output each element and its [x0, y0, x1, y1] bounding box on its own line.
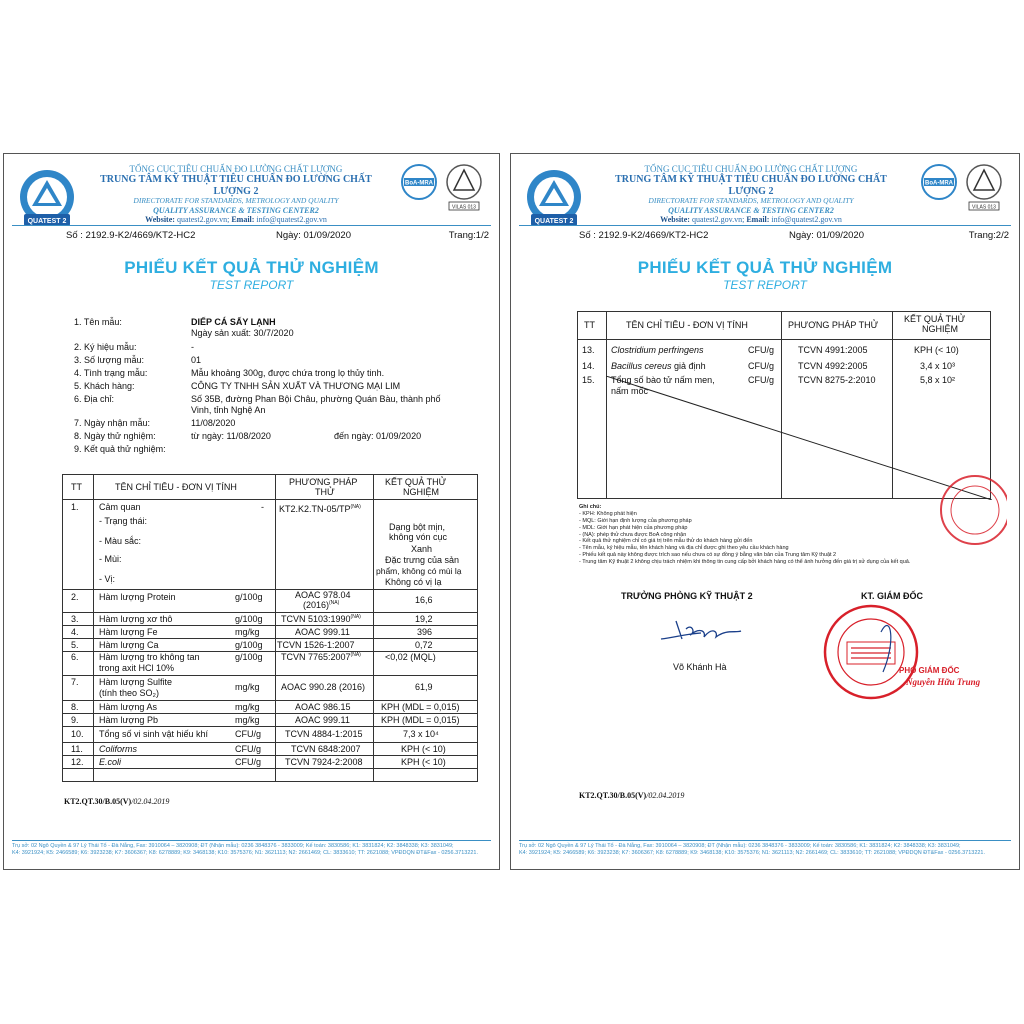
cell-result: 16,6 — [415, 595, 433, 605]
cell-name: Tổng số vi sinh vật hiếu khí — [99, 729, 209, 739]
cell-name: Hàm lượng Pb — [99, 715, 158, 725]
accreditation-badge-icon — [399, 160, 489, 215]
company-seal-icon — [821, 602, 921, 702]
cell-method: TCVN $7765:2007^{(NA)}$ — [281, 652, 361, 662]
cell-result: 5,8 x 10² — [920, 375, 956, 385]
header-block — [601, 164, 901, 224]
cell-result: KPH (< 10) — [914, 345, 959, 355]
cell-name: nấm mốc — [611, 386, 649, 396]
sample-info — [74, 318, 494, 478]
cell-method: AOAC 978.04 — [295, 590, 351, 600]
cell-name: Coliforms — [99, 744, 138, 754]
cell-tt: 11. — [71, 744, 83, 754]
cell-name: Bacillus cereus giả định — [611, 361, 706, 371]
signature-left-icon — [656, 609, 746, 649]
partial-stamp-icon — [931, 472, 1007, 548]
cell-tt: 10. — [71, 729, 84, 739]
cell-name: - Màu sắc: — [99, 536, 142, 546]
test-date-to: đến ngày: 01/09/2020 — [334, 431, 422, 441]
cell-unit: g/100g — [235, 614, 263, 624]
header-result-1: KẾT QUẢ THỬ — [904, 314, 966, 324]
cell-tt: 12. — [71, 757, 84, 767]
header-line-1: TỔNG CỤC TIÊU CHUẨN ĐO LƯỜNG CHẤT LƯỢNG — [644, 164, 858, 174]
cell-name: E.coli — [99, 757, 122, 767]
header-line-4: QUALITY ASSURANCE & TESTING CENTER2 — [668, 205, 834, 215]
cell-unit: g/100g — [235, 640, 263, 650]
report-number: Số : 2192.9-K2/4669/KT2-HC2 — [579, 230, 709, 241]
header-divider — [519, 225, 1011, 226]
quatest-logo-icon — [523, 168, 585, 230]
cell-tt: 6. — [71, 652, 79, 662]
accreditation-badge-icon — [919, 160, 1009, 215]
cell-tt: 3. — [71, 614, 79, 624]
cell-unit: mg/kg — [235, 715, 260, 725]
form-code: KT2.QT.30/B.05(V)/02.04.2019 — [64, 797, 170, 806]
label-received-date: 7. Ngày nhận mẫu: — [74, 418, 151, 428]
report-page-2 — [510, 153, 1020, 870]
cell-result: phẩm, không có mùi lạ — [376, 566, 462, 576]
cell-result: Dạng bột mịn, — [389, 522, 446, 532]
svg-text:VILAS 013: VILAS 013 — [972, 204, 996, 211]
page-footer — [12, 840, 491, 857]
cell-tt: 15. — [582, 375, 595, 385]
note-item: - MQL: Giới hạn định lượng của phương pháp — [579, 517, 692, 524]
report-date: Ngày: 01/09/2020 — [276, 230, 352, 241]
cell-name: Hàm lượng xơ thô — [99, 614, 173, 624]
label-condition: 4. Tình trạng mẫu: — [74, 368, 148, 378]
cell-name: Hàm lượng As — [99, 702, 157, 712]
report-title: PHIẾU KẾT QUẢ THỬ NGHIỆM — [124, 258, 379, 277]
tech-manager-title: TRƯỞNG PHÒNG KỸ THUẬT 2 — [621, 591, 753, 601]
results-table-1 — [62, 474, 478, 782]
cell-result: 0,72 — [415, 640, 433, 650]
footer-line-2: K4: 3921924; K5: 2466589; K6: 3923238; K7: 3606367; K8: 6278889; K9: 3468138; K10: 3575376; N1: 3621113; N2: 2661469; CL: 3833610; TT: 2621088; VPĐDQN ĐT&Fax - 0256.3713221. — [519, 849, 986, 856]
header-method-2: THỬ — [315, 487, 335, 497]
cell-result: <0,02 (MQL) — [385, 652, 436, 662]
report-subtitle: TEST REPORT — [723, 278, 807, 292]
cell-method: TCVN $5103:1990^{(NA)}$ — [281, 614, 361, 624]
cell-method: TCVN 6848:2007 — [291, 744, 361, 754]
report-subtitle: TEST REPORT — [209, 278, 294, 292]
cell-tt: 2. — [71, 592, 79, 602]
footer-line-2: K4: 3921924; K5: 2466589; K6: 3923238; K7: 3606367; K8: 6278889; K9: 3468138; K10: 3575376; N1: 3621113; N2: 2661469; CL: 3833610; TT: 2621088; VPĐDQN ĐT&Fax - 0256.3713221. — [12, 849, 479, 856]
cell-unit: CFU/g — [748, 361, 775, 371]
header-method-1: PHƯƠNG PHÁP — [289, 477, 358, 487]
cell-method: TCVN 7924-2:2008 — [285, 757, 363, 767]
cell-name: - Trạng thái: — [99, 516, 148, 526]
cell-tt: 9. — [71, 715, 79, 725]
footer-line-1: Trụ sở: 02 Ngô Quyền & 97 Lý Thái Tổ - Đà Nẵng, Fax: 3910064 – 3820908; ĐT (Nhận mẫu): 0236 3848376 - 3833009; Kế toán: 3830586; K1: 3831824; K2: 3848338; K3: 3831049; — [12, 842, 454, 849]
report-date: Ngày: 01/09/2020 — [789, 230, 865, 241]
cell-unit: CFU/g — [235, 744, 262, 754]
note-item: - Phiếu kết quả này không được trích sao nếu chưa có sự đồng ý bằng văn bản của Trung tâm Kỹ thuật 2 — [579, 552, 837, 559]
cell-unit: mg/kg — [235, 702, 260, 712]
note-item: - Tên mẫu, ký hiệu mẫu, tên khách hàng và địa chỉ được ghi theo yêu cầu khách hàng — [579, 545, 789, 552]
header-line-2: TRUNG TÂM KỸ THUẬT TIÊU CHUẨN ĐO LƯỜNG CHẤT LƯỢNG 2 — [100, 174, 372, 197]
cell-method: AOAC 990.28 (2016) — [281, 682, 366, 692]
cell-name: Hàm lượng Fe — [99, 627, 158, 637]
received-date: 11/08/2020 — [191, 418, 236, 428]
page-number: Trang:2/2 — [968, 230, 1009, 241]
cell-name: Hàm lượng Sulfite — [99, 677, 172, 687]
cell-result: 396 — [417, 627, 433, 637]
cell-unit: g/100g — [235, 592, 263, 602]
form-code: KT2.QT.30/B.05(V)/02.04.2019 — [579, 791, 685, 800]
svg-text:BoA-MRA: BoA-MRA — [405, 180, 433, 187]
cell-method: AOAC 999.11 — [295, 627, 350, 637]
sample-condition: Mẫu khoảng 300g, được chứa trong lọ thủy tinh. — [191, 368, 385, 378]
label-address: 6. Địa chỉ: — [74, 394, 115, 404]
cell-name: (tính theo SO₂) — [99, 688, 160, 698]
label-customer: 5. Khách hàng: — [74, 381, 135, 391]
cell-name: - Vị: — [99, 574, 116, 584]
header-result-2: NGHIỆM — [403, 487, 439, 497]
cell-name: Tổng số bào tử nấm men, — [611, 375, 715, 385]
cell-method: AOAC 999.11 — [295, 715, 350, 725]
page-number: Trang:1/2 — [448, 230, 489, 241]
header-line-3: DIRECTORATE FOR STANDARDS, METROLOGY AND QUALITY — [648, 196, 854, 206]
cell-method: TCVN 4991:2005 — [798, 345, 868, 355]
cell-result: KPH (MDL = 0,015) — [381, 715, 460, 725]
label-sample-name: 1. Tên mẫu: — [74, 317, 122, 327]
cell-tt: 8. — [71, 702, 79, 712]
cell-method: TCVN 4992:2005 — [798, 361, 868, 371]
customer-address-2: Vinh, tỉnh Nghệ An — [191, 405, 266, 415]
cell-name: Cảm quan — [99, 502, 141, 512]
cell-tt: 1. — [71, 502, 79, 512]
deputy-director-name: Nguyễn Hữu Trung — [906, 677, 981, 687]
production-date: Ngày sản xuất: 30/7/2020 — [191, 328, 294, 338]
cell-method: $KT2.K2.TN-05/TP^{(NA)}$ — [279, 504, 361, 514]
footer-line-1: Trụ sở: 02 Ngô Quyền & 97 Lý Thái Tổ - Đà Nẵng, Fax: 3910064 – 3820908; ĐT (Nhận mẫu): 0236 3848376 - 3833009; Kế toán: 3830586; K1: 3831824; K2: 3848338; K3: 3831049; — [519, 842, 961, 849]
cell-unit: g/100g — [235, 652, 263, 662]
report-page-1 — [3, 153, 500, 870]
cell-tt: 4. — [71, 627, 79, 637]
header-indicator: TÊN CHỈ TIÊU - ĐƠN VỊ TÍNH — [115, 482, 237, 492]
cell-result: Đặc trưng của sản — [385, 555, 460, 565]
header-line-4: QUALITY ASSURANCE & TESTING CENTER2 — [153, 205, 319, 215]
cell-tt: 5. — [71, 640, 79, 650]
header-indicator: TÊN CHỈ TIÊU - ĐƠN VỊ TÍNH — [626, 320, 748, 330]
cell-tt: 13. — [582, 345, 595, 355]
svg-text:BoA-MRA: BoA-MRA — [925, 180, 953, 187]
report-number: Số : 2192.9-K2/4669/KT2-HC2 — [66, 230, 196, 241]
label-sample-code: 2. Ký hiệu mẫu: — [74, 342, 137, 352]
cell-name: Hàm lượng Ca — [99, 640, 159, 650]
cell-name: Clostridium perfringens — [611, 345, 704, 355]
customer-name: CÔNG TY TNHH SẢN XUẤT VÀ THƯƠNG MẠI LIM — [191, 381, 401, 391]
test-date-from: từ ngày: 11/08/2020 — [191, 431, 271, 441]
label-quantity: 3. Số lượng mẫu: — [74, 355, 144, 365]
cell-unit: CFU/g — [748, 345, 775, 355]
cell-result: 7,3 x 10⁴ — [403, 729, 439, 739]
note-item: - MDL: Giới hạn phát hiện của phương pháp — [579, 524, 688, 531]
header-line-3: DIRECTORATE FOR STANDARDS, METROLOGY AND QUALITY — [133, 196, 339, 206]
note-item: - Trung tâm Kỹ thuật 2 không chịu trách nhiệm khi thông tin cung cấp bởi khách hàng có thể ảnh hưởng đến giá trị sử dụng của kết quả. — [579, 559, 911, 565]
header-block — [86, 164, 386, 224]
header-tt: TT — [71, 482, 82, 492]
report-title: PHIẾU KẾT QUẢ THỬ NGHIỆM — [637, 258, 893, 277]
deputy-director-role: PHÓ GIÁM ĐỐC — [899, 666, 960, 675]
header-method: PHƯƠNG PHÁP THỬ — [788, 320, 879, 330]
cell-result: KPH (MDL = 0,015) — [381, 702, 460, 712]
header-result-2: NGHIỆM — [922, 324, 958, 334]
sample-code: - — [191, 342, 194, 352]
cell-result: 61,9 — [415, 682, 433, 692]
cell-result: 3,4 x 10³ — [920, 361, 956, 371]
cell-result: KPH (< 10) — [401, 744, 446, 754]
header-result-1: KẾT QUẢ THỬ — [385, 477, 447, 487]
cell-result: Không có vị lạ — [385, 577, 442, 587]
cell-result: Xanh — [411, 544, 433, 554]
cell-unit: CFU/g — [748, 375, 775, 385]
header-divider — [12, 225, 491, 226]
cell-name: - Mùi: — [99, 554, 122, 564]
note-item: - Kết quả thử nghiệm chỉ có giá trị trên mẫu thử do khách hàng gửi đến — [579, 538, 753, 545]
header-contact: Website: quatest2.gov.vn; Email: info@quatest2.gov.vn — [145, 215, 327, 225]
label-test-date: 8. Ngày thử nghiệm: — [74, 431, 156, 441]
cell-unit: mg/kg — [235, 682, 260, 692]
quatest-logo-icon — [16, 168, 78, 230]
header-tt: TT — [584, 320, 595, 330]
svg-text:QUATEST 2: QUATEST 2 — [534, 218, 574, 225]
sample-quantity: 01 — [191, 355, 202, 365]
cell-result: KPH (< 10) — [401, 757, 446, 767]
cell-method: TCVN 1526-1:2007 — [277, 640, 355, 650]
cell-tt: 7. — [71, 677, 79, 687]
cell-name: trong axit HCl 10% — [99, 663, 175, 673]
cell-unit: - — [261, 502, 264, 512]
svg-text:QUATEST 2: QUATEST 2 — [27, 218, 67, 225]
svg-text:VILAS 013: VILAS 013 — [452, 204, 476, 211]
cell-unit: CFU/g — [235, 757, 262, 767]
director-title: KT. GIÁM ĐỐC — [861, 591, 923, 601]
cell-name: Hàm lượng Protein — [99, 592, 176, 602]
header-contact: Website: quatest2.gov.vn; Email: info@quatest2.gov.vn — [660, 215, 842, 225]
results-table-2 — [577, 311, 991, 499]
customer-address: Số 35B, đường Phan Bội Châu, phường Quán Bàu, thành phố — [191, 394, 441, 404]
header-line-1: TỔNG CỤC TIÊU CHUẨN ĐO LƯỜNG CHẤT LƯỢNG — [129, 164, 343, 174]
page-footer — [519, 840, 1011, 857]
header-line-2: TRUNG TÂM KỸ THUẬT TIÊU CHUẨN ĐO LƯỜNG CHẤT LƯỢNG 2 — [615, 174, 887, 197]
cell-unit: mg/kg — [235, 627, 260, 637]
notes-heading: Ghi chú: — [579, 504, 602, 510]
label-results: 9. Kết quả thử nghiệm: — [74, 444, 166, 454]
cell-unit: CFU/g — [235, 729, 262, 739]
cell-method: $(2016)^{(NA)}$ — [303, 600, 340, 610]
sample-name: DIẾP CÁ SẤY LẠNH — [191, 317, 276, 327]
cell-method: TCVN 8275-2:2010 — [798, 375, 876, 385]
note-item: - KPH: Không phát hiện — [579, 510, 637, 517]
cell-tt: 14. — [582, 361, 595, 371]
cell-result: không vón cục — [389, 532, 448, 542]
cell-method: AOAC 986.15 — [295, 702, 351, 712]
cell-method: TCVN 4884-1:2015 — [285, 729, 363, 739]
note-item: - (NA): phép thử chưa được BoA công nhận — [579, 531, 687, 538]
cell-result: 19,2 — [415, 614, 433, 624]
tech-manager-name: Võ Khánh Hà — [673, 662, 727, 672]
cell-name: Hàm lượng tro không tan — [99, 652, 200, 662]
